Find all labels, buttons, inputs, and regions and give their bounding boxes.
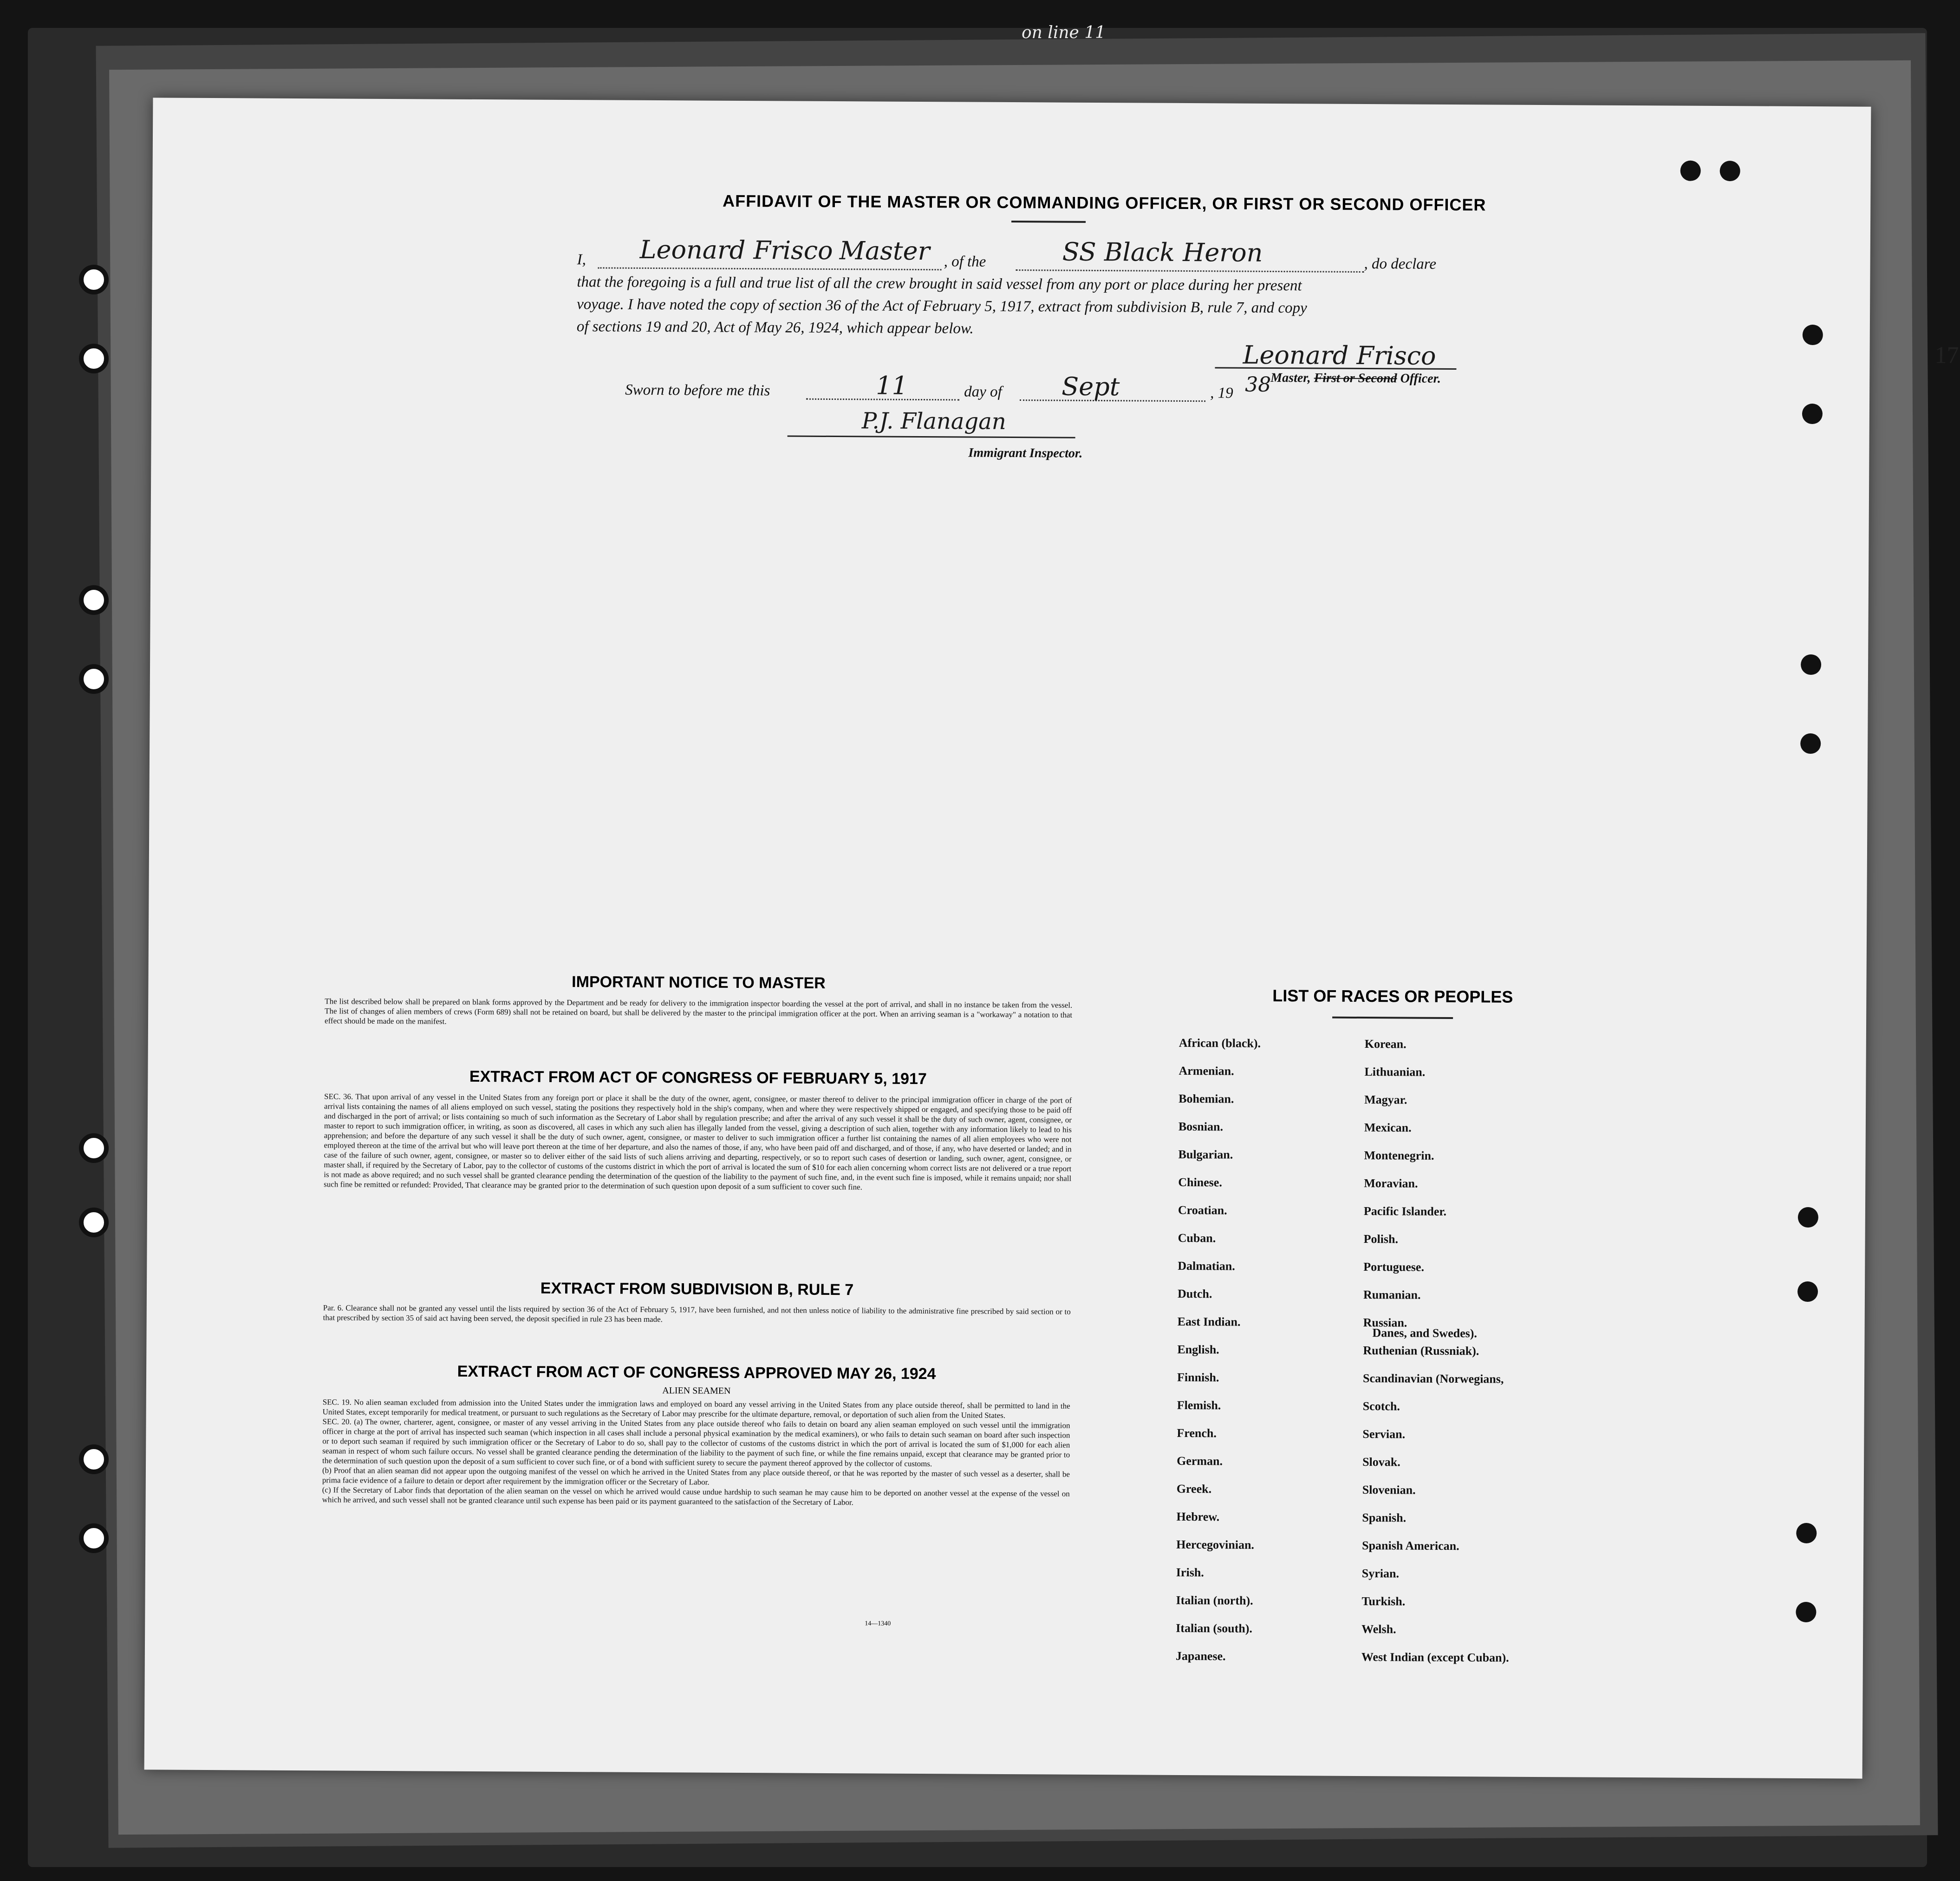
rule-7-section xyxy=(323,1278,1071,1326)
race-item: Mexican. xyxy=(1364,1121,1412,1135)
page-number: 17 xyxy=(1934,342,1959,369)
sec-20b-body: (b) Proof that an alien seaman did not appear upon the outgoing manifest of the vessel on which he arrived in the United States from any place outside thereof, or that he was reported by the master of such vessel as a deserter, shall be prima facie evidence of a failure to detain or deport after requirement by the immigration officer or the Secretary of Labor. xyxy=(322,1466,1070,1487)
binder-ring-icon xyxy=(79,585,109,615)
race-item: Spanish American. xyxy=(1362,1539,1459,1553)
race-item: Korean. xyxy=(1364,1037,1407,1051)
race-item: Irish. xyxy=(1176,1565,1204,1580)
race-item: Bohemian. xyxy=(1179,1091,1234,1106)
races-divider xyxy=(1332,1017,1453,1019)
manifest-page xyxy=(144,98,1959,1778)
race-item: Dutch. xyxy=(1177,1287,1212,1301)
binder-ring-icon xyxy=(79,265,109,294)
race-item: Servian. xyxy=(1362,1427,1406,1441)
race-item: Greek. xyxy=(1176,1482,1212,1496)
form-number: 14—1340 xyxy=(865,1620,891,1627)
affidavit-of-the: , of the xyxy=(944,253,986,270)
race-item: Scandinavian (Norwegians, xyxy=(1362,1372,1504,1386)
race-item: Moravian. xyxy=(1364,1176,1418,1190)
race-item: East Indian. xyxy=(1177,1314,1241,1329)
punch-hole-icon xyxy=(1797,1281,1818,1302)
race-item: Welsh. xyxy=(1361,1622,1396,1636)
affidavit-title: AFFIDAVIT OF THE MASTER OR COMMANDING OFFICER, OR FIRST OR SECOND OFFICER xyxy=(723,191,1486,215)
inspector-signature: P.J. Flanagan xyxy=(861,408,1006,435)
punch-hole-icon xyxy=(1796,1523,1817,1543)
extract-1924-heading: EXTRACT FROM ACT OF CONGRESS APPROVED MAY 26, 1924 xyxy=(457,1362,936,1383)
race-item: Lithuanian. xyxy=(1364,1065,1426,1079)
affidavit-line-3: voyage. I have noted the copy of section 36 of the Act of February 5, 1917, extract from subdivision B, rule 7, and copy xyxy=(577,296,1307,317)
race-item-continuation: Danes, and Swedes). xyxy=(1372,1326,1478,1340)
race-item: English. xyxy=(1177,1342,1219,1357)
race-item: Hercegovinian. xyxy=(1176,1537,1255,1552)
notice-heading: IMPORTANT NOTICE TO MASTER xyxy=(572,973,826,992)
race-item: German. xyxy=(1177,1454,1223,1468)
race-item: Spanish. xyxy=(1362,1511,1407,1525)
race-item: Slovak. xyxy=(1362,1455,1400,1469)
punch-hole-icon xyxy=(1798,1207,1818,1228)
affidavit-do-declare: , do declare xyxy=(1364,255,1437,273)
race-item: Syrian. xyxy=(1361,1567,1400,1581)
sec-20a-body: SEC. 20. (a) The owner, charterer, agent, consignee, or master of any vessel arriving in the United States from any place outside thereof who fails to detain on board any alien seaman employed on such vessel until the immigration officer in charge at the port of arrival has inspected such seaman (which inspection in all cases shall include a personal physical examination by the medical examiners), or who fails to detain such seaman on board after such inspection or to deport such seaman if required by such immigration officer or the Secretary of Labor to do so, shall pay to the collector of customs of the customs district in which the port of arrival is located the sum of $1,000 for each alien seaman in respect of whom such failure occurs. No vessel shall be granted clearance pending the determination of the liability to the payment of such fine, or while the fine remains unpaid, except that clearance may be granted prior to the determination of such question upon the deposit of a sum sufficient to cover such fine, or of a bond with sufficient surety to secure the payment thereof approved by the collector of customs. xyxy=(322,1417,1070,1469)
binder-ring-icon xyxy=(79,1523,109,1553)
races-heading: LIST OF RACES OR PEOPLES xyxy=(1272,986,1513,1006)
extract-1917-heading: EXTRACT FROM ACT OF CONGRESS OF FEBRUARY 5, 1917 xyxy=(469,1067,927,1088)
race-item: Finnish. xyxy=(1177,1370,1219,1385)
race-item: Bosnian. xyxy=(1178,1119,1224,1134)
extract-1917-body: SEC. 36. That upon arrival of any vessel in the United States from any foreign port or place it shall be the duty of the owner, agent, consignee, or master thereof to deliver to the principal immigration officer in charge of the port of arrival lists containing the names of all aliens employed on such vessel, stating the positions they respectively hold in the ship's company, when and where they were respectively shipped or engaged, and specifying those to be paid off and discharged in the port of arrival; or lists containing so much of such information as the Secretary of Labor shall by regulation prescribe; and after the arrival of any such vessel it shall be the duty of such owner, agent, consignee, or master to report to such immigration officer, in writing, as soon as discovered, all cases in which any such alien has illegally landed from the vessel, giving a description of such alien, together with any information likely to lead to his apprehension; and before the departure of any such vessel it shall be the duty of such owner, agent, consignee, or master to deliver to such immigration officer a further list containing the names of all alien employees who were not employed thereon at the time of the arrival but who will leave port thereon at the time of her departure, and also the names of those, if any, who have been paid off and discharged, and of those, if any, who have deserted or landed; and in case of the failure of such owner, agent, consignee, or master so to deliver either of the said lists of such aliens arriving and departing, respectively, or so to report such cases of desertion or landing, such owner, agent, consignee, or master shall, if required by the Secretary of Labor, pay to the collector of customs of the customs district in which the port of arrival is located the sum of $10 for each alien concerning whom correct lists are not delivered or a true report is not made as above required; and no such vessel shall be granted clearance pending the determination of the question of the liability to the payment of such fine, and, in the event such fine is imposed, while it remains unpaid; nor shall such fine be remitted or refunded: Provided, That clearance may be granted prior to the determination of such question upon deposit of a sum sufficient to cover such fine. xyxy=(324,1092,1072,1192)
affidavit-i: I, xyxy=(577,251,586,268)
race-item: Croatian. xyxy=(1178,1203,1227,1217)
race-item: Portuguese. xyxy=(1363,1260,1425,1274)
race-item: Montenegrin. xyxy=(1364,1149,1434,1163)
year-handwritten: 38 xyxy=(1245,372,1271,397)
master-rank-handwritten: Master xyxy=(839,236,930,266)
race-item: Scotch. xyxy=(1362,1399,1400,1413)
sec-19-body: SEC. 19. No alien seaman excluded from admission into the United States under the immigration laws and employed on board any vessel arriving in the United States from any place outside thereof, shall be permitted to land in the United States, except temporarily for medical treatment, or pursuant to such regulations as the Secretary of Labor may prescribe for the ultimate departure, removal, or deportation of such alien from the United States. xyxy=(322,1398,1070,1420)
punch-hole-icon xyxy=(1800,733,1821,754)
race-item: African (black). xyxy=(1179,1036,1261,1050)
title-divider xyxy=(1011,221,1086,223)
rule-7-heading: EXTRACT FROM SUBDIVISION B, RULE 7 xyxy=(540,1279,854,1299)
race-item: Dalmatian. xyxy=(1178,1259,1235,1273)
punch-hole-icon xyxy=(1720,161,1740,181)
race-item: Chinese. xyxy=(1178,1175,1222,1189)
race-item: West Indian (except Cuban). xyxy=(1361,1650,1509,1665)
punch-hole-icon xyxy=(1680,161,1701,181)
punch-hole-icon xyxy=(1803,325,1823,345)
day-of-label: day of xyxy=(964,383,1002,400)
race-item: Flemish. xyxy=(1177,1398,1221,1412)
affidavit-line-2: that the foregoing is a full and true list of all the crew brought in said vessel from any port or place during her present xyxy=(577,274,1302,294)
race-item: Turkish. xyxy=(1361,1594,1406,1608)
race-item: Hebrew. xyxy=(1176,1509,1220,1524)
race-item: Italian (south). xyxy=(1176,1621,1253,1635)
master-signature-label: Master, First or Second Officer. xyxy=(1270,370,1441,386)
year-prefix: , 19 xyxy=(1210,385,1233,402)
race-item: Pacific Islander. xyxy=(1363,1204,1447,1218)
notice-section xyxy=(325,972,1073,1029)
inspector-label: Immigrant Inspector. xyxy=(968,445,1083,461)
day-handwritten: 11 xyxy=(876,371,908,400)
vessel-name-handwritten: SS Black Heron xyxy=(1062,237,1263,268)
notice-body: The list described below shall be prepared on blank forms approved by the Department and be ready for delivery to the immigration inspector boarding the vessel at the port of arrival, and shall in no instance be taken from the vessel. The list of changes of alien members of crews (Form 689) shall not be retained on board, but shall be delivered by the master to the principal immigration officer at the port. When an arriving seaman is a "workaway" a notation to that effect should be made on the manifest. xyxy=(324,997,1073,1026)
binder-ring-icon xyxy=(79,1444,109,1474)
binder-ring-icon xyxy=(79,1208,109,1237)
extract-1924-section xyxy=(322,1362,1071,1508)
race-item: Armenian. xyxy=(1179,1064,1234,1078)
vessel-blank xyxy=(1016,269,1364,273)
sec-20c-body: (c) If the Secretary of Labor finds that deportation of the alien seaman on the vessel on which he arrived would cause undue hardship to such seaman he may cause him to be deported on another vessel at the expense of the vessel on which he arrived, and such vessel shall not be granted clearance until such expense has been paid or its payment guaranteed to the satisfaction of the Secretary of Labor. xyxy=(322,1485,1070,1507)
punch-hole-icon xyxy=(1796,1602,1816,1622)
binder-ring-icon xyxy=(79,664,109,694)
binder-ring-icon xyxy=(79,344,109,373)
race-item: Ruthenian (Russniak). xyxy=(1363,1344,1479,1358)
binder-ring-icon xyxy=(79,1133,109,1163)
race-item: Russian. xyxy=(1363,1316,1407,1330)
race-item: Cuban. xyxy=(1178,1231,1216,1245)
race-item: Japanese. xyxy=(1175,1649,1226,1663)
race-item: Italian (north). xyxy=(1176,1593,1253,1607)
master-name-handwritten: Leonard Frisco xyxy=(639,235,833,266)
rule-7-body: Par. 6. Clearance shall not be granted any vessel until the lists required by section 36 of the Act of February 5, 1917, have been furnished, and not then unless notice of liability to the administrative fine prescribed by said section or to that prescribed by section 35 of said act having been served, the deposit specified in rule 23 has been made. xyxy=(323,1303,1071,1324)
race-item: French. xyxy=(1177,1426,1217,1440)
month-handwritten: Sept xyxy=(1061,372,1120,402)
punch-hole-icon xyxy=(1802,404,1823,424)
inspector-signature-line xyxy=(788,436,1075,438)
extract-1917-section xyxy=(324,1067,1072,1193)
race-item: Magyar. xyxy=(1364,1093,1407,1107)
handwritten-top-note: on line 11 xyxy=(1022,23,1106,42)
race-item: Polish. xyxy=(1363,1232,1399,1246)
affidavit-line-4: of sections 19 and 20, Act of May 26, 1924, which appear below. xyxy=(576,318,974,337)
master-signature: Leonard Frisco xyxy=(1243,340,1436,371)
sworn-prefix: Sworn to before me this xyxy=(625,381,770,399)
race-item: Slovenian. xyxy=(1362,1483,1416,1497)
name-blank xyxy=(598,267,942,270)
punch-hole-icon xyxy=(1801,654,1821,675)
race-item: Bulgarian. xyxy=(1178,1147,1233,1162)
alien-seamen-subheading: ALIEN SEAMEN xyxy=(662,1385,731,1396)
race-item: Rumanian. xyxy=(1363,1288,1421,1302)
